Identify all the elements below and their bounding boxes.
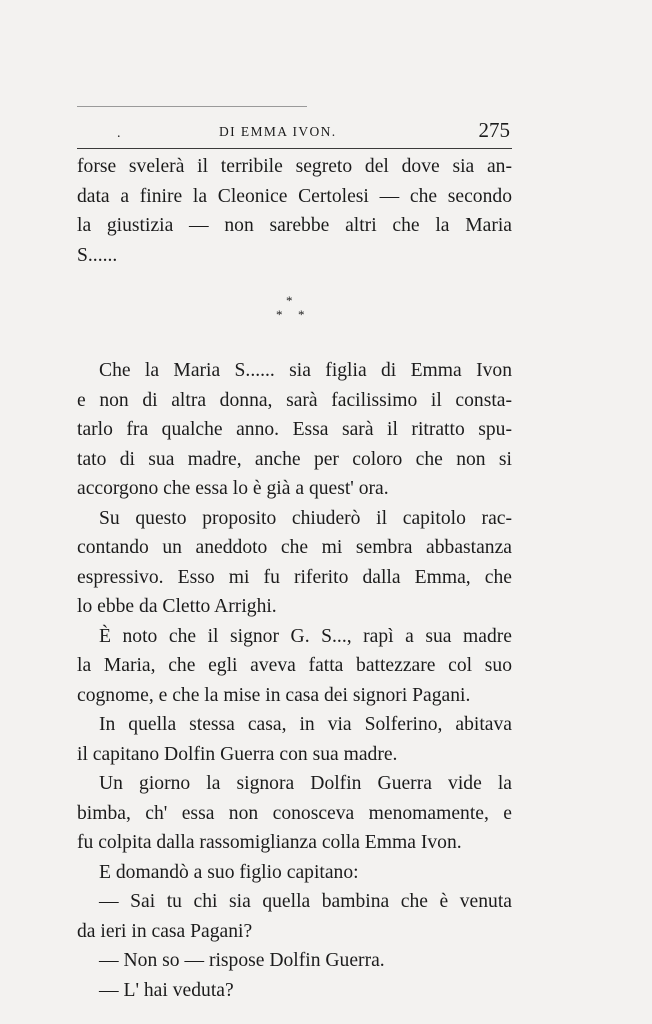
text-line: Su questo proposito chiuderò il capitolo rac-: [99, 507, 512, 529]
text-line: bimba, ch' essa non conosceva menomamente, e: [77, 802, 512, 824]
text-line: accorgono che essa lo è già a quest' ora.: [77, 478, 389, 499]
text-line: il capitano Dolfin Guerra con sua madre.: [77, 743, 398, 765]
text-line: S......: [77, 244, 118, 266]
text-line: Che la Maria S...... sia figlia di Emma Ivon: [99, 360, 512, 381]
text-line: È noto che il signor G. S..., rapì a sua madre: [99, 625, 512, 647]
text-line: la giustizia — non sarebbe altri che la Maria: [77, 215, 512, 236]
main-text: [77, 356, 512, 1005]
text-line: tarlo fra qualche anno. Essa sarà il ritratto spu-: [77, 419, 512, 440]
section-break-asterism: [272, 290, 312, 330]
text-line: E domandò a suo figlio capitano:: [99, 861, 359, 883]
running-title: DI EMMA IVON.: [219, 124, 337, 139]
text-line: e non di altra donna, sarà facilissimo il consta-: [77, 389, 512, 411]
asterisk-mark: *: [286, 293, 293, 308]
asterisk-mark: *: [298, 307, 305, 322]
text-line: — Non so — rispose Dolfin Guerra.: [99, 950, 385, 971]
text-line: espressivo. Esso mi fu riferito dalla Emma, che: [77, 566, 512, 588]
text-line: — Sai tu chi sia quella bambina che è venuta: [99, 891, 512, 912]
text-line: In quella stessa casa, in via Solferino, abitava: [99, 714, 512, 735]
text-line: cognome, e che la mise in casa dei signori Pagani.: [77, 684, 471, 706]
running-header: [77, 118, 512, 149]
text-line: forse svelerà il terribile segreto del dove sia an-: [77, 156, 512, 177]
header-bullet: .: [117, 126, 121, 141]
text-line: — L' hai veduta?: [99, 979, 234, 1001]
text-line: lo ebbe da Cletto Arrighi.: [77, 596, 277, 617]
text-line: Un giorno la signora Dolfin Guerra vide la: [99, 773, 512, 794]
header-top-rule: [77, 106, 307, 107]
text-line: la Maria, che egli aveva fatta battezzare col suo: [77, 655, 512, 676]
text-line: data a finire la Cleonice Certolesi — che secondo: [77, 185, 512, 207]
text-line: fu colpita dalla rassomiglianza colla Emma Ivon.: [77, 832, 462, 853]
text-line: contando un aneddoto che mi sembra abbastanza: [77, 537, 512, 558]
text-line: da ieri in casa Pagani?: [77, 920, 253, 942]
page-number: 275: [478, 118, 510, 142]
paragraph-continued: [77, 152, 512, 270]
text-line: tato di sua madre, anche per coloro che non si: [77, 448, 512, 470]
asterisk-mark: *: [276, 307, 283, 322]
